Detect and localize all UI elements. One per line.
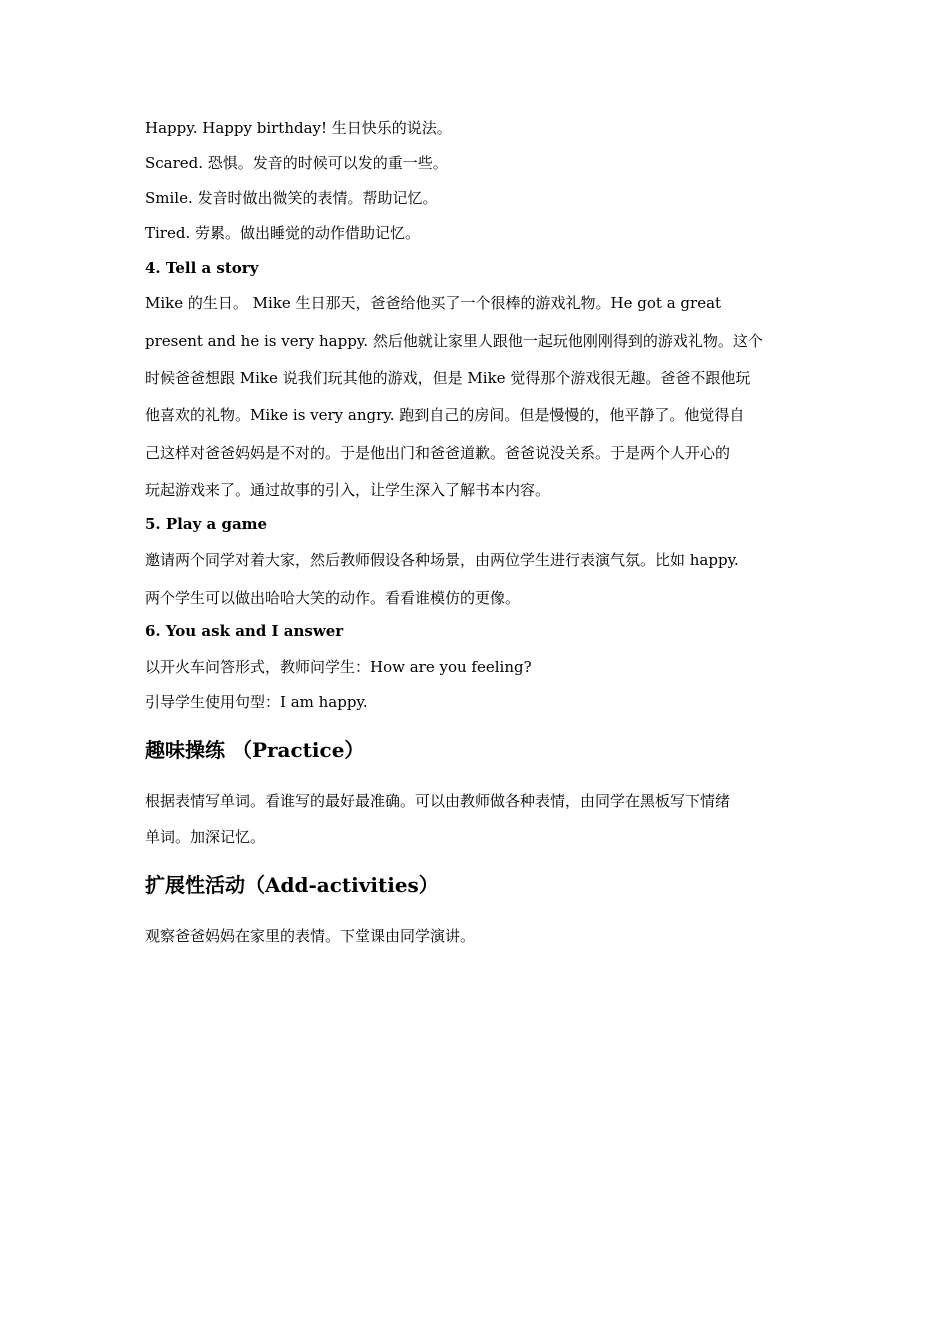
add-activities-heading: 扩展性活动（Add-activities） <box>145 873 439 897</box>
section-6-title: 6. You ask and I answer <box>145 622 344 640</box>
add-activities-line-1: 观察爸爸妈妈在家里的表情。下堂课由同学演讲。 <box>145 927 476 945</box>
practice-heading: 趣味操练 （Practice） <box>145 738 365 762</box>
vocab-line-happy: Happy. Happy birthday! 生日快乐的说法。 <box>145 119 452 137</box>
qa-line-1: 以开火车问答形式，教师问学生：How are you feeling? <box>145 658 532 676</box>
vocab-line-smile: Smile. 发音时做出微笑的表情。帮助记忆。 <box>145 189 438 207</box>
story-line-5: 己这样对爸爸妈妈是不对的。于是他出门和爸爸道歉。爸爸说没关系。于是两个人开心的 <box>145 444 731 462</box>
practice-line-2: 单词。加深记忆。 <box>145 828 266 846</box>
story-line-4: 他喜欢的礼物。Mike is very angry. 跑到自己的房间。但是慢慢的，他平静了。他觉得自 <box>145 406 745 424</box>
practice-line-1: 根据表情写单词。看谁写的最好最准确。可以由教师做各种表情，由同学在黑板写下情绪 <box>145 792 731 810</box>
game-line-2: 两个学生可以做出哈哈大笑的动作。看看谁模仿的更像。 <box>145 589 521 607</box>
story-line-3: 时候爸爸想跟 Mike 说我们玩其他的游戏，但是 Mike 觉得那个游戏很无趣。爸爸不跟他玩 <box>145 369 751 387</box>
section-4-title: 4. Tell a story <box>145 259 259 277</box>
vocab-line-tired: Tired. 劳累。做出睡觉的动作借助记忆。 <box>145 224 420 242</box>
story-line-2: present and he is very happy. 然后他就让家里人跟他一起玩他刚刚得到的游戏礼物。这个 <box>145 332 763 350</box>
qa-line-2: 引导学生使用句型：I am happy. <box>145 693 368 711</box>
vocab-line-scared: Scared. 恐惧。发音的时候可以发的重一些。 <box>145 154 448 172</box>
section-5-title: 5. Play a game <box>145 515 268 533</box>
game-line-1: 邀请两个同学对着大家，然后教师假设各种场景，由两位学生进行表演气氛。比如 happy. <box>145 551 739 569</box>
story-line-1: Mike 的生日。 Mike 生日那天，爸爸给他买了一个很棒的游戏礼物。He got a great <box>145 294 722 312</box>
story-line-6: 玩起游戏来了。通过故事的引入，让学生深入了解书本内容。 <box>145 481 551 499</box>
